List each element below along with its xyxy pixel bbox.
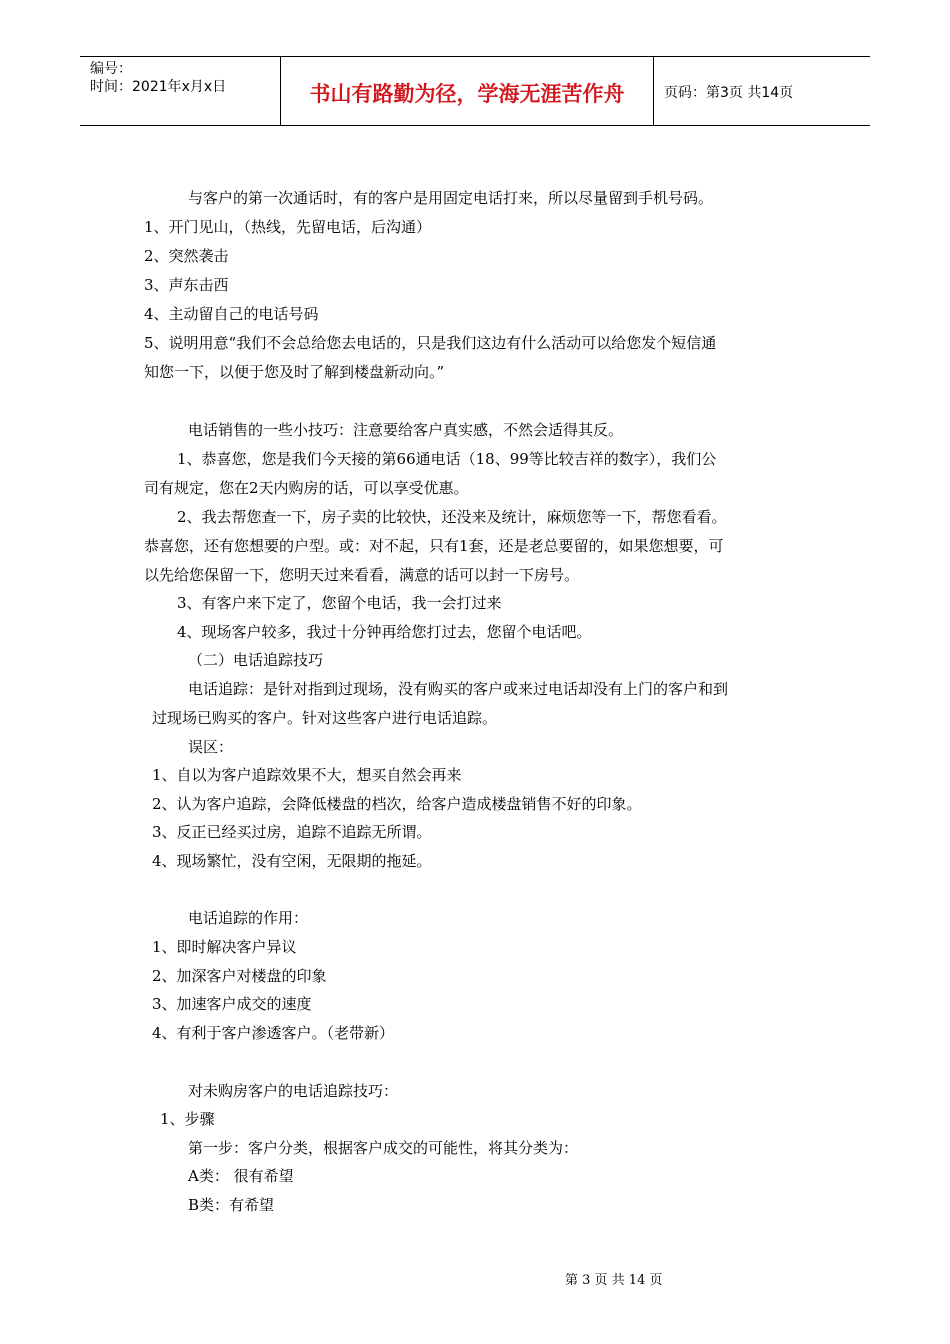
body-line: A类： 很有希望 xyxy=(188,1167,294,1185)
body-line: 4、有利于客户渗透客户。（老带新） xyxy=(152,1024,395,1042)
header-motto: 书山有路勤为径，学海无涯苦作舟 xyxy=(281,57,654,125)
body-line: 3、有客户来下定了，您留个电话，我一会打过来 xyxy=(177,594,502,612)
body-line: 4、现场客户较多，我过十分钟再给您打过去，您留个电话吧。 xyxy=(177,623,592,641)
body-line: 4、主动留自己的电话号码 xyxy=(144,305,319,323)
body-line: 对未购房客户的电话追踪技巧： xyxy=(188,1082,399,1100)
body-line: 1、步骤 xyxy=(160,1110,215,1128)
body-line: 3、加速客户成交的速度 xyxy=(152,995,312,1013)
body-line: 2、突然袭击 xyxy=(144,247,229,265)
body-line: 1、即时解决客户异议 xyxy=(152,938,297,956)
page-footer: 第 3 页 共 14 页 xyxy=(565,1273,663,1288)
body-line: 误区： xyxy=(188,738,234,756)
body-line: 3、反正已经买过房，追踪不追踪无所谓。 xyxy=(152,823,432,841)
body-line: 司有规定，您在2天内购房的话，可以享受优惠。 xyxy=(144,479,469,497)
body-line: 过现场已购买的客户。针对这些客户进行电话追踪。 xyxy=(152,709,498,727)
body-line: 1、开门见山，（热线，先留电话，后沟通） xyxy=(144,218,432,236)
body-line: 与客户的第一次通话时，有的客户是用固定电话打来，所以尽量留到手机号码。 xyxy=(188,189,714,207)
body-line: 1、自以为客户追踪效果不大，想买自然会再来 xyxy=(152,766,462,784)
page-header xyxy=(80,56,870,126)
body-line: 5、说明用意“我们不会总给您去电话的，只是我们这边有什么活动可以给您发个短信通 xyxy=(144,334,717,352)
body-line: 3、声东击西 xyxy=(144,276,229,294)
body-line: 2、认为客户追踪，会降低楼盘的档次，给客户造成楼盘销售不好的印象。 xyxy=(152,795,642,813)
body-line: 1、恭喜您，您是我们今天接的第66通电话（18、99等比较吉祥的数字），我们公 xyxy=(177,450,717,468)
body-line: 恭喜您，还有您想要的户型。或：对不起，只有1套，还是老总要留的，如果您想要，可 xyxy=(144,537,724,555)
header-page-info: 页码：第3页 共14页 xyxy=(664,85,794,101)
document-number-label: 编号： xyxy=(90,61,132,77)
section-heading: （二）电话追踪技巧 xyxy=(188,651,324,669)
document-date: 时间：2021年x月x日 xyxy=(90,79,227,95)
body-line: 2、加深客户对楼盘的印象 xyxy=(152,967,327,985)
body-line: 2、我去帮您查一下，房子卖的比较快，还没来及统计，麻烦您等一下，帮您看看。 xyxy=(177,508,727,526)
body-line: B类：有希望 xyxy=(188,1196,275,1214)
body-line: 电话销售的一些小技巧：注意要给客户真实感，不然会适得其反。 xyxy=(188,421,624,439)
body-line: 电话追踪：是针对指到过现场，没有购买的客户或来过电话却没有上门的客户和到 xyxy=(188,680,729,698)
header-meta xyxy=(80,57,281,125)
body-line: 第一步：客户分类，根据客户成交的可能性，将其分类为： xyxy=(188,1139,579,1157)
body-line: 电话追踪的作用： xyxy=(188,909,309,927)
body-line: 知您一下，以便于您及时了解到楼盘新动向。” xyxy=(144,363,445,381)
body-line: 以先给您保留一下，您明天过来看看，满意的话可以封一下房号。 xyxy=(144,566,580,584)
body-line: 4、现场繁忙，没有空闲，无限期的拖延。 xyxy=(152,852,432,870)
